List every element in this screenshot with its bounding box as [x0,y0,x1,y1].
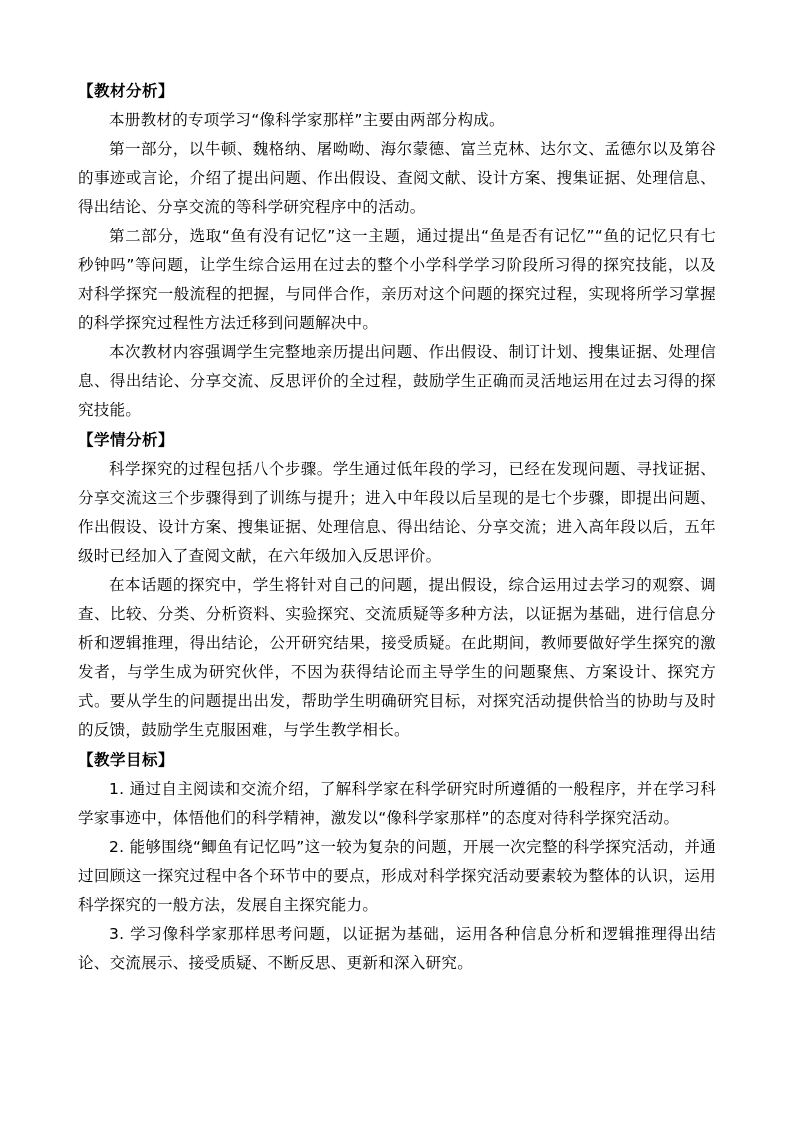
section-student-analysis [78,426,716,745]
paragraph: 第一部分，以牛顿、魏格纳、屠呦呦、海尔蒙德、富兰克林、达尔文、孟德尔以及第谷的事迹或言论，介绍了提出问题、作出假设、查阅文献、设计方案、搜集证据、处理信息、得出结论、分享交流的等科学研究程序中的活动。 [78,140,716,216]
section-textbook-analysis [78,77,716,425]
section-teaching-goals [78,746,716,978]
section-heading: 【教材分析】 [78,82,175,100]
paragraph: 科学探究的过程包括八个步骤。学生通过低年段的学习，已经在发现问题、寻找证据、分享交流这三个步骤得到了训练与提升；进入中年段以后呈现的是七个步骤，即提出问题、作出假设、设计方案、搜集证据、处理信息、得出结论、分享交流；进入高年段以后，五年级时已经加入了查阅文献，在六年级加入反思评价。 [78,460,716,565]
section-heading: 【学情分析】 [78,431,175,449]
section-heading: 【教学目标】 [78,751,175,769]
paragraph: 2. 能够围绕“鲫鱼有记忆吗”这一较为复杂的问题，开展一次完整的科学探究活动，并通过回顾这一探究过程中各个环节中的要点，形成对科学探究活动要素较为整体的认识，运用科学探究的一般方法，发展自主探究能力。 [78,838,716,914]
document-body [78,76,716,978]
paragraph: 第二部分，选取“鱼有没有记忆”这一主题，通过提出“鱼是否有记忆”“鱼的记忆只有七秒钟吗”等问题，让学生综合运用在过去的整个小学科学学习阶段所习得的探究技能，以及对科学探究一般流程的把握，与同伴合作，亲历对这个问题的探究过程，实现将所学习掌握的科学探究过程性方法迁移到问题解决中。 [78,227,716,332]
paragraph: 3. 学习像科学家那样思考问题，以证据为基础，运用各种信息分析和逻辑推理得出结论、交流展示、接受质疑、不断反思、更新和深入研究。 [78,925,716,972]
paragraph: 本册教材的专项学习“像科学家那样”主要由两部分构成。 [109,111,505,129]
paragraph: 在本话题的探究中，学生将针对自己的问题，提出假设，综合运用过去学习的观察、调查、比较、分类、分析资料、实验探究、交流质疑等多种方法，以证据为基础，进行信息分析和逻辑推理，得出结论，公开研究结果，接受质疑。在此期间，教师要做好学生探究的激发者，与学生成为研究伙伴，不因为获得结论而主导学生的问题聚焦、方案设计、探究方式。要从学生的问题提出出发，帮助学生明确研究目标，对探究活动提供恰当的协助与及时的反馈，鼓励学生克服困难，与学生教学相长。 [78,576,716,739]
paragraph: 1. 通过自主阅读和交流介绍，了解科学家在科学研究时所遵循的一般程序，并在学习科学家事迹中，体悟他们的科学精神，激发以“像科学家那样”的态度对待科学探究活动。 [78,780,716,827]
paragraph: 本次教材内容强调学生完整地亲历提出问题、作出假设、制订计划、搜集证据、处理信息、得出结论、分享交流、反思评价的全过程，鼓励学生正确而灵活地运用在过去习得的探究技能。 [78,343,716,419]
